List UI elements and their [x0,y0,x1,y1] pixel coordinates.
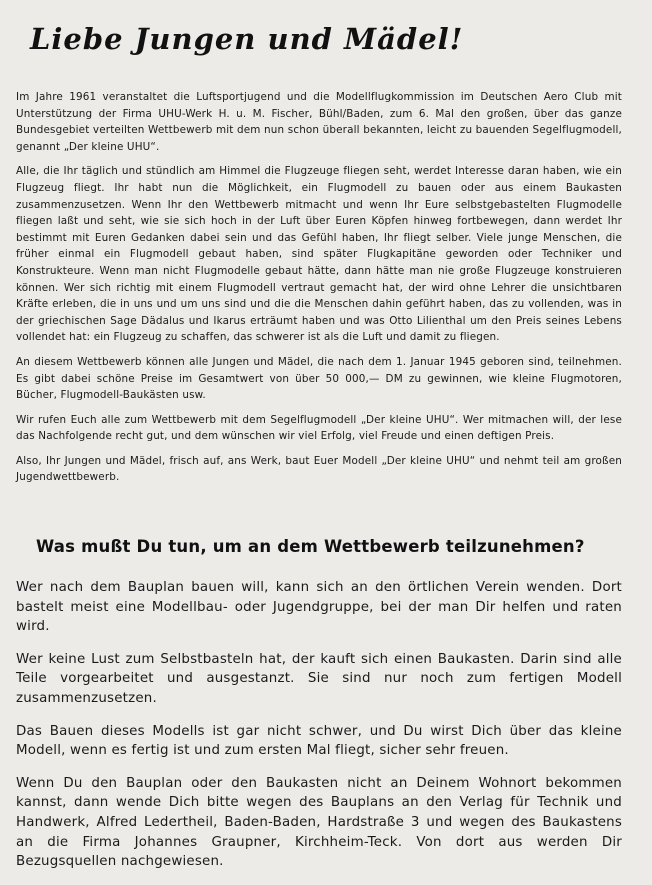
intro-section [16,89,622,494]
intro-paragraph: Also, Ihr Jungen und Mädel, frisch auf, ans Werk, baut Euer Modell „Der kleine UHU“ und nehmt teil am großen Jugendwettbewerb. [16,454,622,484]
intro-paragraph: Wir rufen Euch alle zum Wettbewerb mit dem Segelflugmodell „Der kleine UHU“. Wer mitmachen will, der lese das Nachfolgende recht gut, und dem wünschen wir viel Erfolg, viel Freude und einen deftigen Preis. [16,413,622,443]
section-heading: Was mußt Du tun, um an dem Wettbewerb teilzunehmen? [36,537,585,556]
intro-paragraph: Im Jahre 1961 veranstaltet die Luftsportjugend und die Modellflugkommission im Deutschen Aero Club mit Unterstützung der Firma UHU-Werk H. u. M. Fischer, Bühl/Baden, zum 6. Mal den großen, über das ganze Bundesgebiet verteilten Wettbewerb mit dem nun schon überall bekannten, leicht zu bauenden Segelflugmodell, genannt „Der kleine UHU“. [16,91,622,153]
instructions-section [16,578,622,885]
instruction-paragraph: Wer keine Lust zum Selbstbasteln hat, der kauft sich einen Baukasten. Darin sind alle Teile vorgearbeitet und ausgestanzt. Sie sind nur noch zum fertigen Modell zusammenzusetzen. [16,651,622,706]
headline: Liebe Jungen und Mädel! [30,22,464,56]
instruction-paragraph: Das Bauen dieses Modells ist gar nicht schwer, und Du wirst Dich über das kleine Modell, wenn es fertig ist und zum ersten Mal fliegt, sicher sehr freuen. [16,723,622,759]
intro-paragraph: Alle, die Ihr täglich und stündlich am Himmel die Flugzeuge fliegen seht, werdet Interesse daran haben, wie ein Flugzeug fliegt. Ihr habt nun die Möglichkeit, ein Flugmodell zu bauen oder aus einem Baukasten zusammenzusetzen. Wenn Ihr den Wettbewerb mitmacht und wenn Ihr Eure selbstgebastelten Flugmodelle fliegen laßt und seht, wie sie sich hoch in der Luft über Euren Köpfen hinweg fortbewegen, dann werdet Ihr bestimmt mit Euren Gedanken dabei sein und das Gefühl haben, Ihr fliegt selber. Viele junge Menschen, die früher einmal ein Flugmodell gebaut haben, sind später Flugkapitäne geworden oder Techniker und Konstrukteure. Wenn man nicht Flugmodelle gebaut hätte, dann hätte man nie große Flugzeuge konstruieren können. Wer sich richtig mit einem Flugmodell vertraut gemacht hat, der wird ohne Lehrer die unsichtbaren Kräfte erleben, die in uns und um uns sind und die die Menschen dahin geführt haben, das zu vollenden, was in der griechischen Sage Dädalus und Ikarus erträumt haben und was Otto Lilienthal um den Preis seines Lebens vollendet hat: ein Flugzeug zu schaffen, das schwerer ist als die Luft und damit zu fliegen. [16,165,622,344]
instruction-paragraph: Wenn Du den Bauplan oder den Baukasten nicht an Deinem Wohnort bekommen kannst, dann wende Dich bitte wegen des Bauplans an den Verlag für Technik und Handwerk, Alfred Ledertheil, Baden-Baden, Hardstraße 3 und wegen des Baukastens an die Firma Johannes Graupner, Kirchheim-Teck. Von dort aus werden Dir Bezugsquellen nachgewiesen. [16,775,622,870]
intro-paragraph: An diesem Wettbewerb können alle Jungen und Mädel, die nach dem 1. Januar 1945 geboren sind, teilnehmen. Es gibt dabei schöne Preise im Gesamtwert von über 50 000,— DM zu gewinnen, wie kleine Flugmotoren, Bücher, Flugmodell-Baukästen usw. [16,355,622,402]
instruction-paragraph: Wer nach dem Bauplan bauen will, kann sich an den örtlichen Verein wenden. Dort bastelt meist eine Modellbau- oder Jugendgruppe, bei der man Dir helfen und raten wird. [16,580,622,635]
